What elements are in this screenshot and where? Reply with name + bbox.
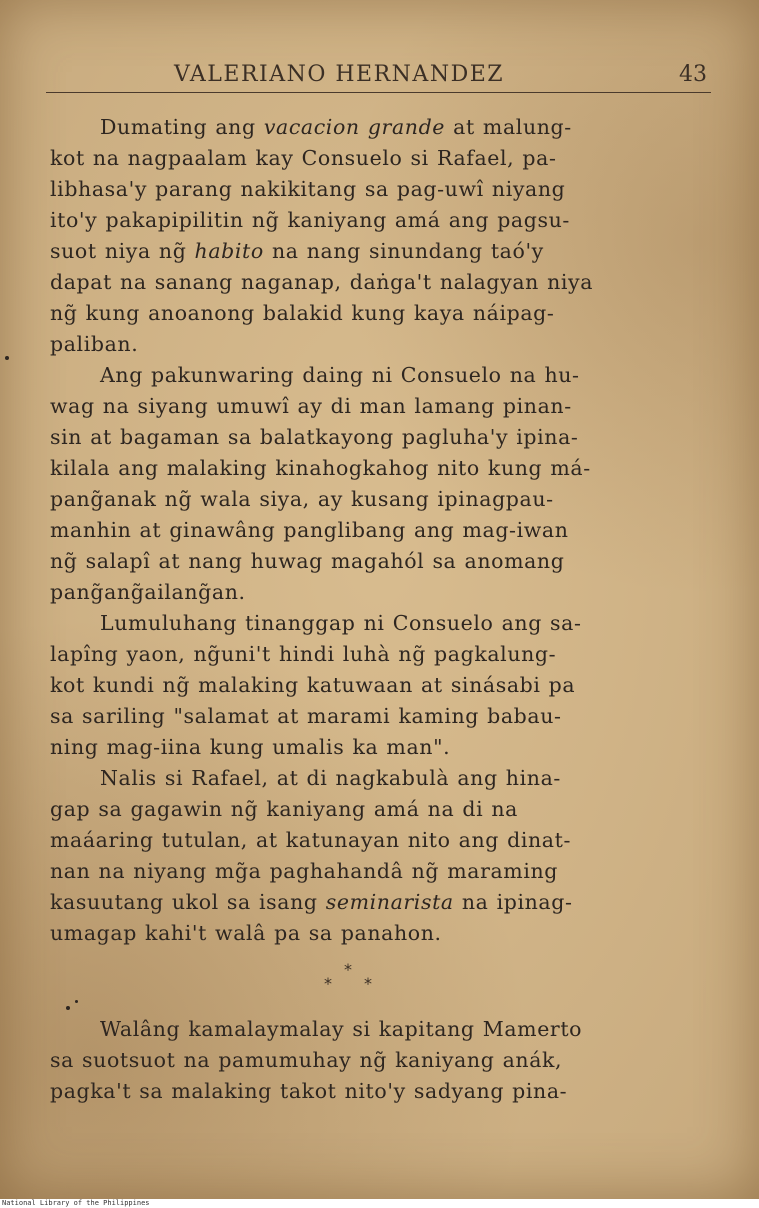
paragraph-1 (50, 112, 655, 360)
paragraph-2: Ang pakunwaring daing ni Consuelo na hu- wag na siyang umuwî ay di man lamang pinan- sin at bagaman sa balatkayong pagluha'y ipina- kilala ang malaking kinahogkahog nito kung má- pang̃anak ng̃ wala siya, ay kusang ipinagpau- manhin at ginawâng panglibang ang mag-iwan ng̃ salapî at nang huwag magahól sa anomang pang̃ang̃ailang̃an. (50, 363, 591, 604)
paragraph-1-text-c: na nang sinundang taó'y dapat na sanang naganap, daṅga't nalagyan niya ng̃ kung anoanong balakid kung kaya náipag- paliban. (50, 239, 594, 356)
paragraph-4 (50, 763, 655, 949)
paragraph-4-text-a: Nalis si Rafael, at di nagkabulà ang hina- gap sa gagawin ng̃ kaniyang amá na di na maáaring tutulan, at katunayan nito ang dinat- nan na niyang mg̃a paghahandâ ng̃ maraming kasuutang ukol sa isang (50, 766, 571, 914)
paragraph-3: Lumuluhang tinanggap ni Consuelo ang sa- lapîng yaon, ng̃uni't hindi luhà ng̃ pagkalung- kot kundi ng̃ malaking katuwaan at sinásabi pa sa sariling "salamat at marami kaming babau- ning mag-iina kung umalis ka man". (50, 611, 582, 759)
ink-speck (75, 1000, 78, 1003)
footer-strip (0, 1199, 759, 1208)
page-header (46, 58, 711, 93)
ink-speck (5, 356, 9, 360)
running-title: VALERIANO HERNANDEZ (174, 62, 505, 87)
asterisk-right: * (364, 974, 372, 993)
paragraph-1-italic-habito: habito (194, 239, 264, 263)
asterisk-top: * (344, 960, 352, 979)
asterisk-left: * (324, 974, 332, 993)
section-break-asterisks (310, 960, 390, 996)
ink-speck (66, 1006, 70, 1010)
paragraph-4-italic-seminarista: seminarista (325, 890, 454, 914)
body-text (50, 112, 655, 949)
footer-credit: National Library of the Philippines (2, 1199, 150, 1207)
page-number: 43 (679, 62, 707, 87)
paragraph-1-text-a: Dumating ang (100, 115, 264, 139)
paragraph-1-text-b: at malung- kot na nagpaalam kay Consuelo si Rafael, pa- libhasa'y parang nakikitang sa pag-uwî niyang ito'y pakapipilitin ng̃ kaniyang amá ang pagsu- suot niya ng̃ (50, 115, 572, 263)
paragraph-1-italic-vacacion: vacacion grande (263, 115, 446, 139)
paragraph-4-text-b: na ipinag- umagap kahi't walâ pa sa panahon. (50, 890, 573, 945)
paragraph-5: Walâng kamalaymalay si kapitang Mamerto sa suotsuot na pamumuhay ng̃ kaniyang anák, pagka't sa malaking takot nito'y sadyang pina- (50, 1017, 583, 1103)
